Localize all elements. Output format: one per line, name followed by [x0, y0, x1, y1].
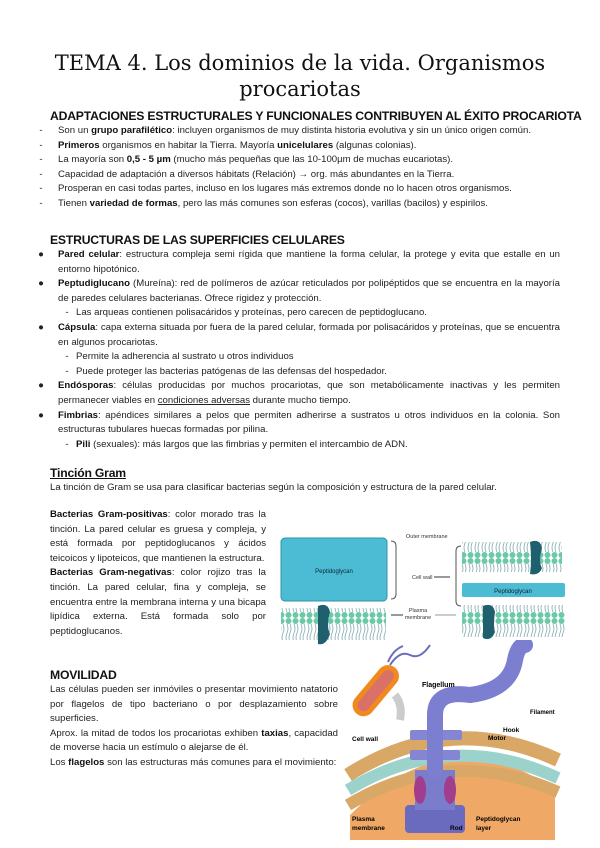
- dash-marker: -: [39, 125, 43, 136]
- list-item-capsula: [36, 321, 560, 350]
- list-subitem: [36, 438, 560, 453]
- dash-marker: -: [39, 154, 43, 166]
- item-text: Tienen: [58, 197, 90, 209]
- flagellum-diagram: [340, 640, 565, 840]
- gram-wall-diagram: [278, 528, 568, 648]
- list-item: [36, 124, 566, 139]
- zoom-arrow-icon: [395, 695, 401, 720]
- subitem-bold-text: Pili: [76, 438, 91, 450]
- bullet-marker: ●: [38, 321, 44, 333]
- plasma-membrane-label: Plasma: [408, 608, 428, 614]
- plasma-membrane-label: Plasma: [352, 816, 375, 823]
- item-text: : apéndices similares a pelos que permiten adherirse a sustratos u otros individuos en la colonia. Son estructuras tubulares huecas formadas por pilina.: [58, 409, 560, 436]
- list-item: [36, 197, 566, 212]
- section-heading-movilidad: MOVILIDAD: [50, 668, 117, 682]
- item-bold-text: Fimbrias: [58, 409, 98, 421]
- section-heading-gram: Tinción Gram: [50, 466, 126, 480]
- item-bold-text: Peptudiglucano: [58, 278, 130, 290]
- item-bold-text: Cápsula: [58, 321, 96, 333]
- dash-marker: -: [65, 365, 69, 377]
- bullet-marker: ●: [38, 278, 44, 290]
- list-item-pared-celular: [36, 248, 560, 277]
- item-text: : incluyen organismos de muy distinta historia evolutiva y sin un único origen común.: [172, 125, 531, 136]
- item-text: (Mureína): red de polímeros de azúcar reticulados por polipéptidos que se encuentra en la mayoría de paredes celulares bacterianas. Ofrece rigidez y protección.: [58, 278, 560, 304]
- dash-marker: -: [39, 139, 43, 151]
- movilidad-paragraph: son las estructuras más comunes para el movimiento:: [104, 756, 337, 768]
- flagellum-label: Flagellum: [422, 682, 455, 689]
- cell-wall-bracket: [456, 546, 461, 606]
- item-text: Son un: [58, 125, 92, 136]
- list-item: [36, 168, 566, 183]
- dash-marker: -: [65, 351, 69, 363]
- plasma-membrane-label: membrane: [352, 825, 385, 832]
- item-text: Prosperan en casi todas partes, incluso en los lugares más extremos donde no lo hacen otros organismos.: [58, 183, 512, 195]
- item-bold-text: Primeros: [58, 139, 100, 151]
- outer-membrane-label: Outer membrane: [406, 534, 448, 540]
- subitem-text: Puede proteger las bacterias patógenas de las defensas del hospedador.: [76, 365, 387, 377]
- gram-positive-label: Bacterias Gram-positivas: [50, 509, 168, 520]
- superficies-list: [36, 248, 560, 452]
- dash-marker: -: [39, 197, 43, 209]
- gram-negative-plasma-membrane: [462, 605, 565, 637]
- dash-marker: -: [39, 183, 43, 195]
- movilidad-bold-text: taxias: [261, 727, 289, 739]
- list-item: [36, 153, 566, 168]
- item-bold-text: Pared celular: [58, 249, 120, 260]
- gram-positive-text: : color morado tras la tinción. La pared celular es gruesa y compleja, y está formada por peptidoglucanos y ácidos teicoicos y lipoteicos, que mantienen la estructura.: [50, 509, 266, 564]
- dash-marker: -: [39, 168, 43, 180]
- peptidoglycan-label: Peptidoglycan: [494, 589, 532, 595]
- cell-wall-label: Cell wall: [352, 736, 379, 743]
- item-text: : estructura compleja semi rígida que mantiene la forma celular, la protege y evita que estalle en un entorno hipotónico.: [58, 249, 560, 275]
- dash-marker: -: [65, 307, 69, 319]
- adaptaciones-list: [36, 124, 566, 212]
- gram-negative-outer-membrane: [462, 542, 562, 572]
- movilidad-paragraph: Las células pueden ser inmóviles o presentar movimiento natatorio por flagelos de tipo bacteriano o por desplazamiento sobre superficies.: [50, 684, 338, 725]
- bacterium-flagella: [388, 645, 430, 665]
- gram-positive-plasma-membrane: [281, 608, 386, 640]
- plasma-membrane-label: membrane: [404, 615, 432, 621]
- filament-label: Filament: [530, 710, 555, 716]
- peptidoglycan-label: Peptidoglycan: [315, 569, 353, 575]
- subitem-text: Permite la adherencia al sustrato u otros individuos: [76, 351, 294, 363]
- subitem-text: Las arqueas contienen polisacáridos y proteínas, pero carecen de peptidoglucano.: [76, 307, 427, 319]
- list-item: [36, 139, 566, 154]
- rod-label: Rod: [450, 825, 463, 832]
- hook-label: Hook: [503, 727, 520, 734]
- item-text: organismos en habitar la Tierra. Mayoría: [99, 139, 278, 151]
- movilidad-paragraph: Los: [50, 756, 69, 768]
- list-subitem: [36, 350, 560, 365]
- movilidad-paragraph: , capacidad de moverse hacia un estímulo o alejarse de él.: [50, 727, 338, 754]
- list-subitem: [36, 306, 560, 321]
- gram-negative-text: : color rojizo tras la tinción. La pared celular, fina y compleja, se encuentra entre la membrana interna y una bicapa lipídica externa. Está formada solo por peptidoglucanos.: [50, 567, 266, 637]
- item-text: (mucho más pequeñas que las 10-100µm de muchas eucariotas).: [170, 154, 454, 166]
- bacterium-illustration: [348, 661, 403, 721]
- list-item-fimbrias: [36, 409, 560, 438]
- peptidoglycan-layer-label: layer: [476, 825, 492, 832]
- section-heading-superficies: ESTRUCTURAS DE LAS SUPERFICIES CELULARES: [50, 233, 345, 247]
- cell-wall-bracket: [391, 541, 396, 599]
- movilidad-bold-text: flagelos: [68, 756, 105, 768]
- item-bold-text: 0,5 - 5 µm: [126, 154, 171, 166]
- item-bold-text: variedad de formas: [89, 197, 178, 209]
- gram-negative-label: Bacterias Gram-negativas: [50, 567, 172, 579]
- item-text: Capacidad de adaptación a diversos hábitats (Relación) → org. más abundantes en la Tierra.: [58, 168, 455, 180]
- gram-description: [50, 508, 266, 639]
- item-text: , pero las más comunes son esferas (cocos), varillas (bacilos) y espirilos.: [177, 197, 488, 209]
- cell-wall-label: Cell wall: [412, 575, 433, 581]
- item-text: La mayoría son: [58, 154, 127, 166]
- bullet-marker: ●: [38, 380, 44, 392]
- peptidoglycan-layer-label: Peptidoglycan: [476, 816, 521, 823]
- item-bold-text: grupo parafilético: [91, 125, 173, 136]
- page-title: TEMA 4. Los dominios de la vida. Organismos procariotas: [54, 51, 546, 101]
- dash-marker: -: [65, 438, 69, 450]
- movilidad-text: [50, 683, 338, 771]
- item-bold-text: Endósporas: [58, 380, 114, 392]
- motor-label: Motor: [488, 735, 507, 742]
- list-item-peptidoglucano: [36, 277, 560, 306]
- subitem-text: (sexuales): más largos que las fimbrias y permiten el intercambio de ADN.: [90, 438, 408, 450]
- movilidad-paragraph: Aprox. la mitad de todos los procariotas exhiben: [50, 727, 262, 739]
- bullet-marker: ●: [38, 409, 44, 421]
- gram-intro: La tinción de Gram se usa para clasificar bacterias según la composición y estructura de la pared celular.: [50, 482, 497, 493]
- item-bold-text: unicelulares: [277, 139, 334, 151]
- list-subitem: [36, 365, 560, 380]
- section-heading-adaptaciones: ADAPTACIONES ESTRUCTURALES Y FUNCIONALES CONTRIBUYEN AL ÉXITO PROCARIOTA: [50, 109, 582, 123]
- bullet-marker: ●: [38, 249, 44, 260]
- item-text: : células producidas por muchos procariotas, que son metabólicamente inactivas y les permiten permanecer viables en: [58, 380, 560, 406]
- motor-protein: [444, 776, 456, 804]
- item-text: (algunas colonias).: [333, 139, 417, 151]
- membrane-protein: [483, 605, 495, 639]
- motor-protein: [414, 776, 426, 804]
- list-item-endosporas: [36, 379, 560, 408]
- item-underlined-text: condiciones adversas: [157, 394, 250, 406]
- item-text: durante mucho tiempo.: [250, 394, 351, 406]
- list-item: [36, 182, 566, 197]
- item-text: : capa externa situada por fuera de la pared celular, formada por polisacáridos y proteínas, que se encuentra en algunos procariotas.: [58, 321, 560, 348]
